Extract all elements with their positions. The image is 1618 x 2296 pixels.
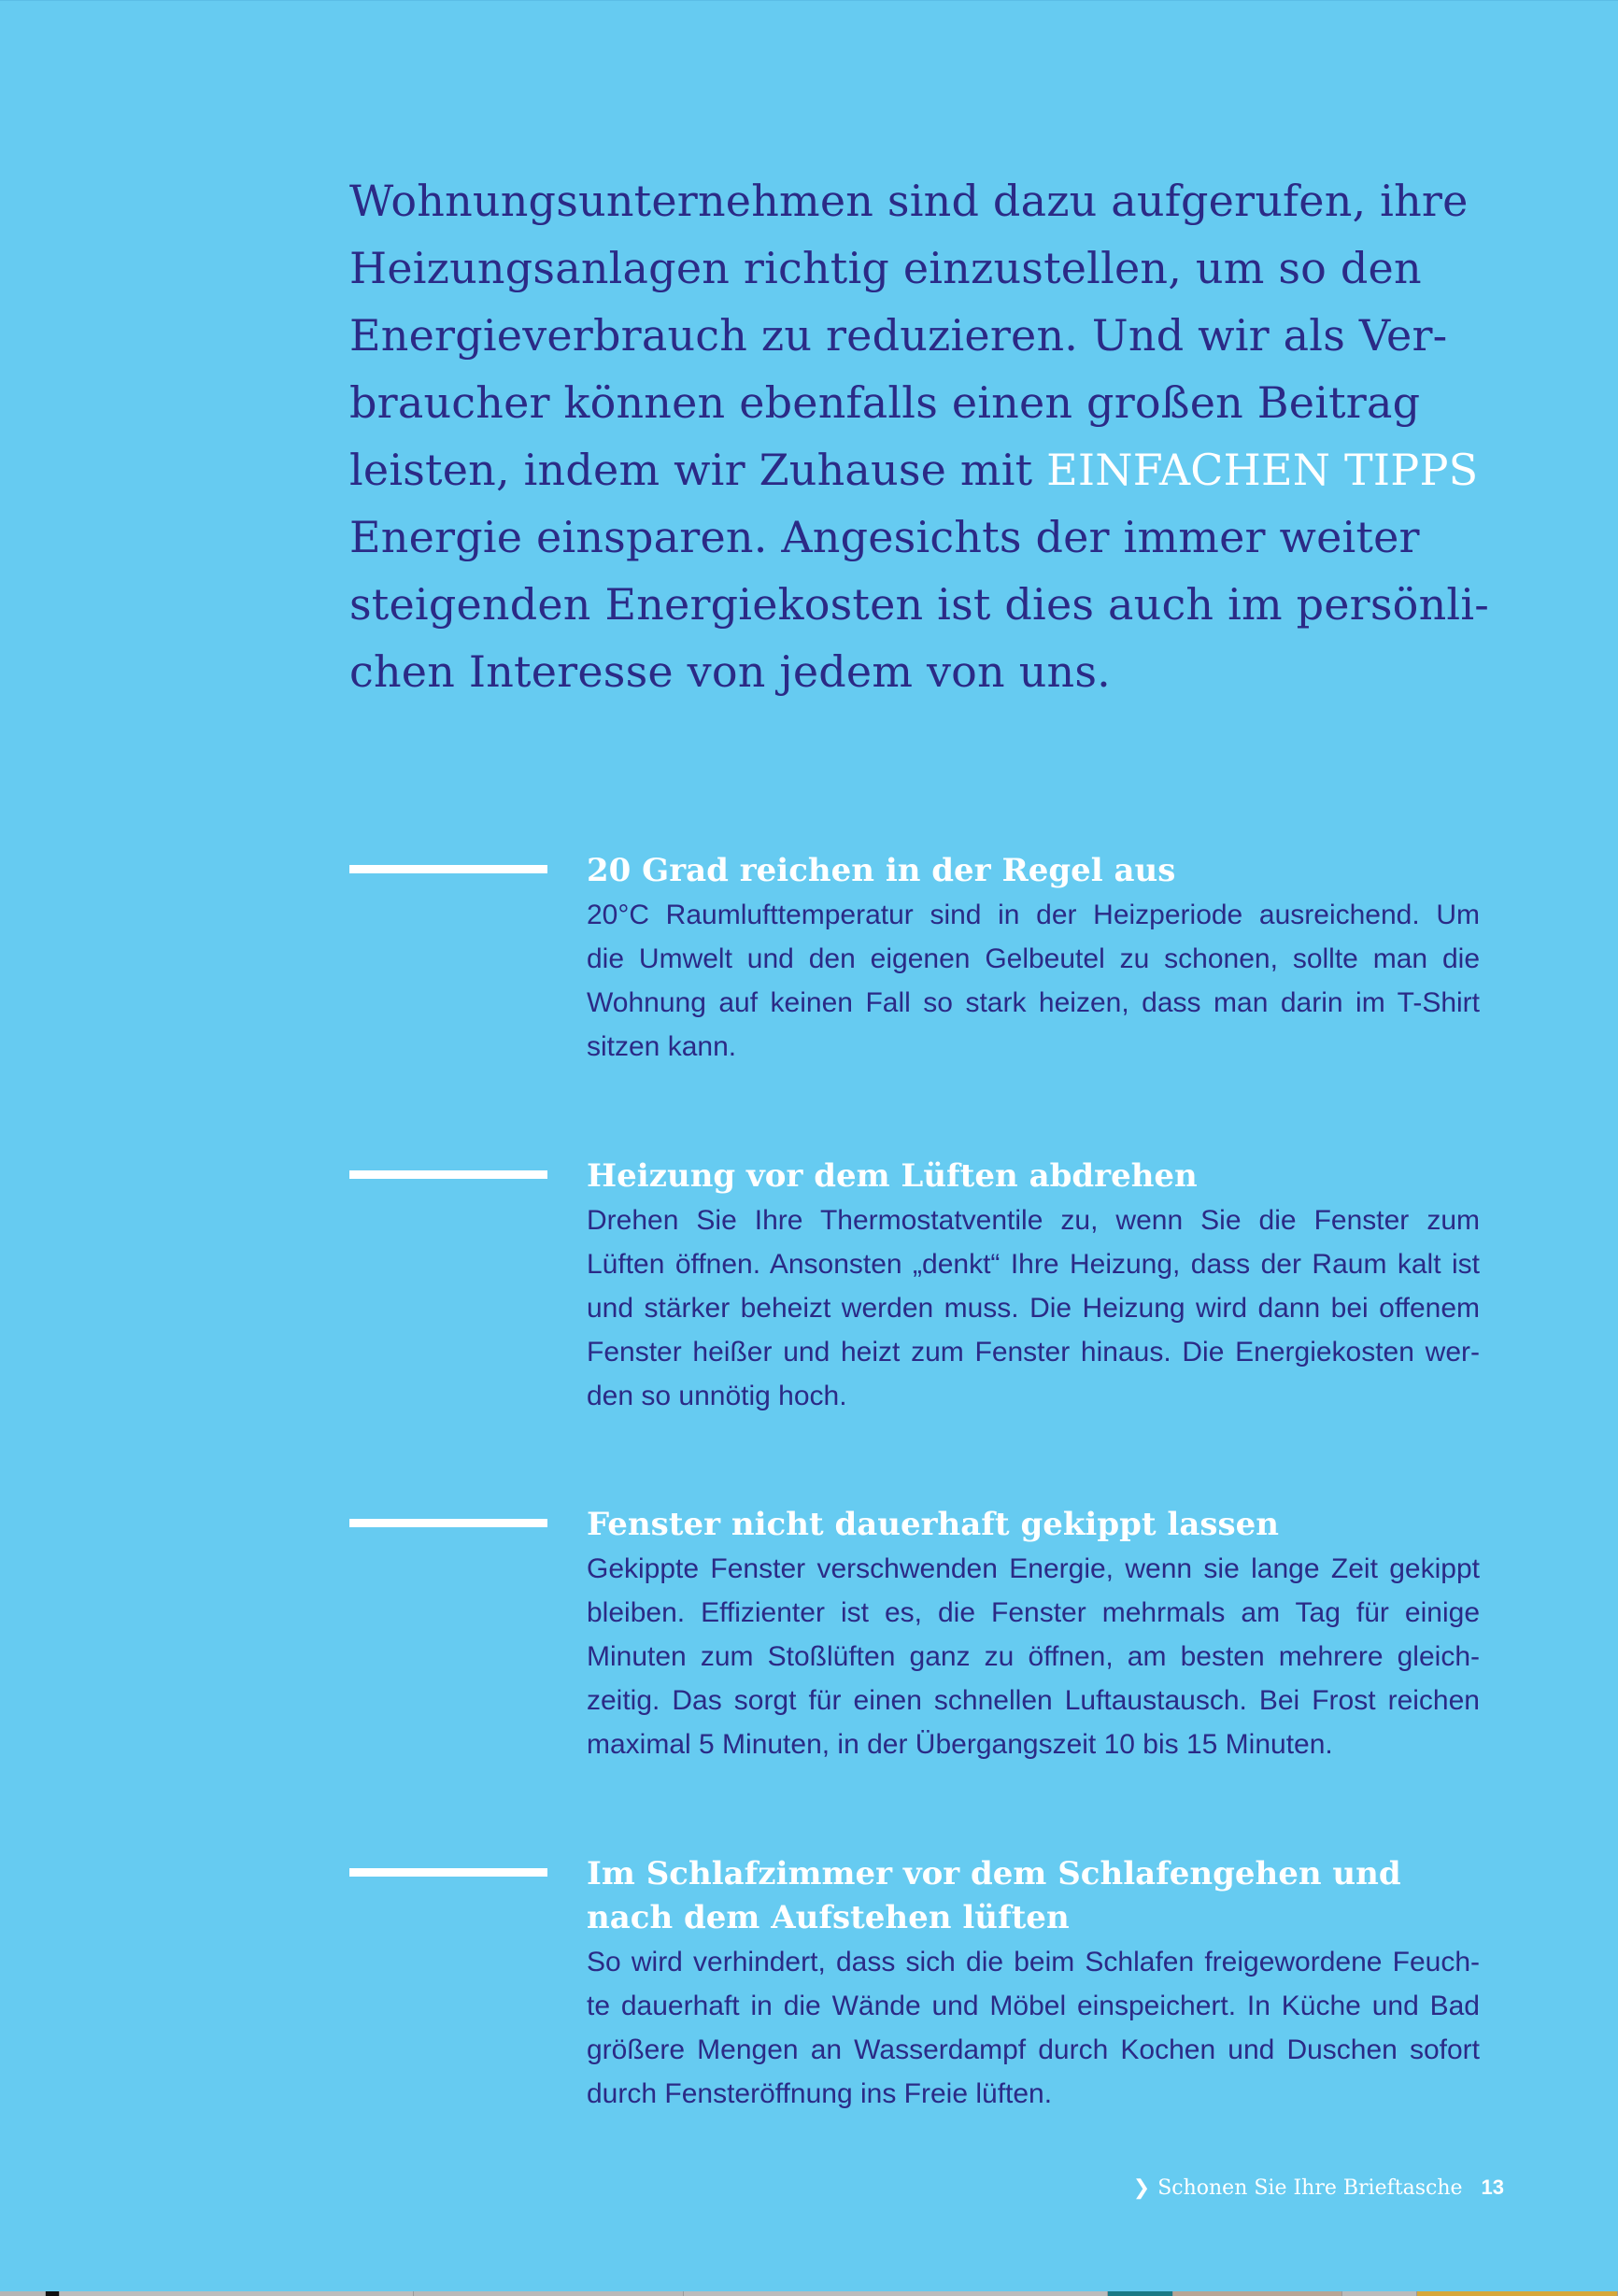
intro-line bbox=[349, 436, 1526, 503]
tip-body-line: 20°C Raumlufttemperatur sind in der Heizperiode ausreichend. Um bbox=[587, 900, 1480, 930]
tip-body-line: Gekippte Fenster verschwenden Energie, wenn sie lange Zeit gekippt bbox=[587, 1553, 1480, 1584]
tip-body-line: Minuten zum Stoßlüften ganz zu öffnen, am besten mehrere gleich- bbox=[587, 1641, 1480, 1672]
tip-title: Im Schlafzimmer vor dem Schlafengehen und bbox=[587, 1855, 1401, 1892]
tip-body-line: die Umwelt und den eigenen Gelbeutel zu schonen, sollte man die bbox=[587, 943, 1480, 974]
tip-body-line: te dauerhaft in die Wände und Möbel einspeichert. In Küche und Bad bbox=[587, 1991, 1480, 2021]
tip-body bbox=[587, 1940, 1480, 2116]
intro-line: steigenden Energiekosten ist dies auch im persönli- bbox=[349, 579, 1489, 630]
intro-line: Heizungsanlagen richtig einzustellen, um so den bbox=[349, 243, 1422, 293]
intro-line: Energieverbrauch zu reduzieren. Und wir als Ver- bbox=[349, 310, 1448, 361]
intro-line: braucher können ebenfalls einen großen Beitrag bbox=[349, 377, 1421, 428]
tip-body-line: sitzen kann. bbox=[587, 1031, 737, 1062]
section-marker-icon: ❯ bbox=[1132, 2176, 1151, 2200]
intro-line: Energie einsparen. Angesichts der immer weiter bbox=[349, 512, 1420, 562]
page-footer bbox=[1133, 2176, 1504, 2200]
tip-body-line: So wird verhindert, dass sich die beim Schlafen freigewordene Feuch- bbox=[587, 1947, 1480, 1977]
tip-content bbox=[587, 1503, 1480, 1766]
page-thumbnail-strip[interactable] bbox=[0, 2291, 1618, 2296]
tip-body bbox=[587, 1198, 1480, 1418]
tip-content bbox=[587, 1155, 1480, 1418]
tip-body-line: Wohnung auf keinen Fall so stark heizen, dass man darin im T-Shirt bbox=[587, 987, 1480, 1018]
thumbnail[interactable] bbox=[1108, 2291, 1174, 2296]
intro-highlight: EINFACHEN TIPPS bbox=[1046, 445, 1479, 495]
tip-title: Fenster nicht dauerhaft gekippt lassen bbox=[587, 1506, 1279, 1543]
tip-body-line: durch Fensteröffnung ins Freie lüften. bbox=[587, 2078, 1053, 2109]
divider-rule bbox=[349, 865, 547, 873]
tip-body-line: bleiben. Effizienter ist es, die Fenster mehrmals am Tag für einige bbox=[587, 1597, 1480, 1628]
thumbnail[interactable] bbox=[1342, 2291, 1418, 2296]
footer-section-title: Schonen Sie Ihre Brieftasche bbox=[1157, 2176, 1463, 2200]
thumbnail[interactable] bbox=[0, 2291, 46, 2296]
tip-body-line: größere Mengen an Wasserdampf durch Kochen und Duschen sofort bbox=[587, 2034, 1480, 2065]
intro-line: chen Interesse von jedem von uns. bbox=[349, 646, 1111, 697]
intro-text: leisten, indem wir Zuhause mit bbox=[349, 445, 1047, 495]
intro-line: Wohnungsunternehmen sind dazu aufgerufen, ihre bbox=[349, 176, 1469, 226]
tip-title: 20 Grad reichen in der Regel aus bbox=[587, 852, 1176, 889]
thumbnail[interactable] bbox=[46, 2291, 60, 2296]
tip-body-line: und stärker beheizt werden muss. Die Heizung wird dann bei offenem bbox=[587, 1293, 1480, 1324]
tip-body-line: Lüften öffnen. Ansonsten „denkt“ Ihre Heizung, dass der Raum kalt ist bbox=[587, 1249, 1480, 1280]
thumbnail[interactable] bbox=[60, 2291, 414, 2296]
divider-rule bbox=[349, 1519, 547, 1527]
tip-content bbox=[587, 1852, 1480, 2116]
tip-body-line: maximal 5 Minuten, in der Übergangszeit 10 bis 15 Minuten. bbox=[587, 1729, 1333, 1760]
thumbnail[interactable] bbox=[1417, 2291, 1618, 2296]
page-number: 13 bbox=[1481, 2176, 1504, 2199]
tip-body-line: Drehen Sie Ihre Thermostatventile zu, wenn Sie die Fenster zum bbox=[587, 1205, 1480, 1236]
divider-rule bbox=[349, 1868, 547, 1877]
tip-body-line: den so unnötig hoch. bbox=[587, 1381, 847, 1411]
thumbnail[interactable] bbox=[1173, 2291, 1341, 2296]
divider-rule bbox=[349, 1170, 547, 1179]
tip-body bbox=[587, 1547, 1480, 1766]
thumbnail[interactable] bbox=[684, 2291, 1108, 2296]
tip-body-line: zeitig. Das sorgt für einen schnellen Luftaustausch. Bei Frost reichen bbox=[587, 1685, 1480, 1716]
tip-title: nach dem Aufstehen lüften bbox=[587, 1899, 1070, 1936]
tip-body bbox=[587, 893, 1480, 1069]
tip-body-line: Fenster heißer und heizt zum Fenster hinaus. Die Energiekosten wer- bbox=[587, 1337, 1480, 1368]
tip-title: Heizung vor dem Lüften abdrehen bbox=[587, 1157, 1198, 1195]
thumbnail[interactable] bbox=[414, 2291, 685, 2296]
intro-paragraph bbox=[349, 167, 1526, 705]
tip-content bbox=[587, 849, 1480, 1069]
